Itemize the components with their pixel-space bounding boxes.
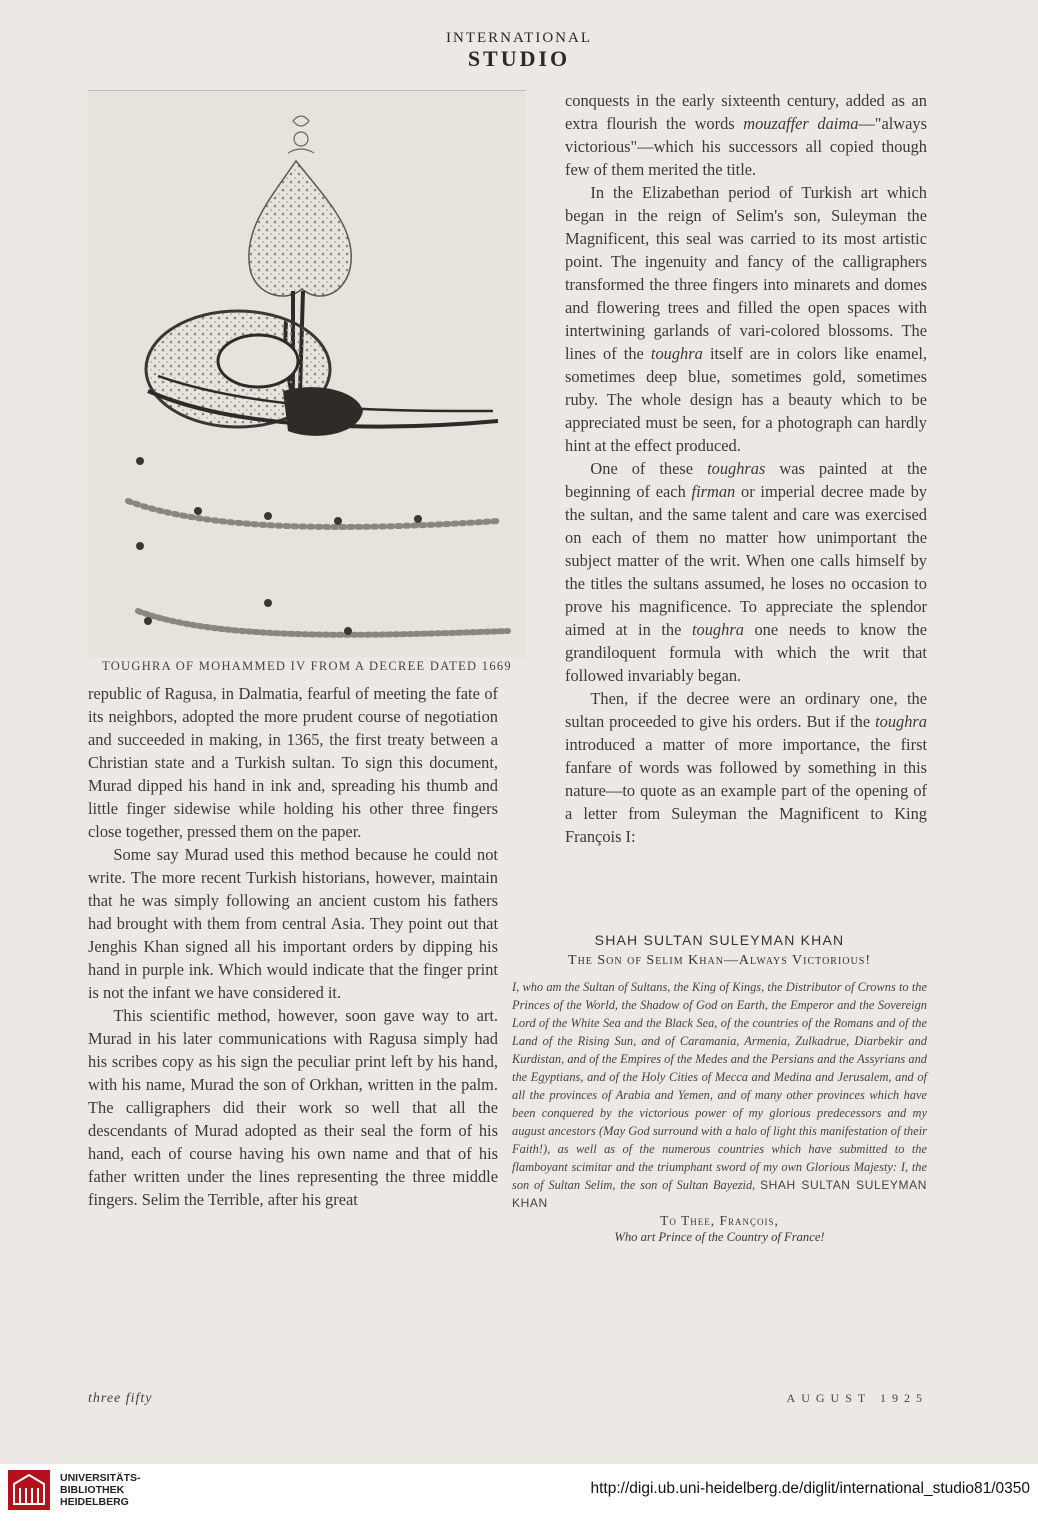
- page-number: three fifty: [88, 1391, 153, 1406]
- decree-body: I, who am the Sultan of Sultans, the King of Kings, the Distributor of Crowns to the Princes of the World, the Shadow of God on Earth, the Emperor and the Sovereign Lord of the White Sea and the Black Sea, of the countries of the Romans and of the Land of the Rising Sun, and of Caramania, Armenia, Zulkadrue, Diarbekir and Kurdistan, and of the Empires of the Medes and the Persians and the Assyrians and the Egyptians, and of the Holy Cities of Mecca and Medina and Jerusalem, and of all the provinces of Arabia and Yemen, and of many other provinces which have been conquered by the victorious power of my glorious predecessors and my august ancestors (May God surround with a halo of light this manifestation of their Faith!), as well as of the numerous countries which have submitted to the flamboyant scimitar and the triumphant sword of my own Glorious Majesty: I, the son of Sultan Selim, the son of Sultan Bayezid, SHAH SULTAN SULEYMAN KHAN: [512, 980, 927, 1210]
- calligraphy-block: [283, 387, 363, 436]
- left-paragraph-3: This scientific method, however, soon gave way to art. Murad in his later communications with Ragusa simply had his scribes copy as his sign the peculiar print left by his hand, with his name, Murad the son of Orkhan, written in the palm. The calligraphers did their work so well that all the descendants of Murad adopted as their seal the form of his hand, each of course having his own name and that of his father written under the lines representing the three middle fingers. Selim the Terrible, after his great: [88, 1006, 498, 1209]
- figure-caption: TOUGHRA OF MOHAMMED IV FROM A DECREE DATED 1669: [102, 659, 512, 673]
- library-line-1: UNIVERSITÄTS-: [60, 1472, 141, 1484]
- issue-date: AUGUST 1925: [786, 1391, 928, 1405]
- decree-addressee: To Thee, François,: [660, 1213, 779, 1228]
- spade-leaf: [249, 161, 351, 296]
- decree-script-lines: [128, 501, 508, 635]
- decree-closing: Who art Prince of the Country of France!: [614, 1230, 825, 1244]
- decree-signature: SHAH SULTAN SULEYMAN KHAN: [512, 1178, 927, 1210]
- library-logo-icon: [8, 1470, 50, 1510]
- masthead-studio: STUDIO: [467, 46, 571, 71]
- decree-quote: [512, 932, 927, 1245]
- left-paragraph-2: Some say Murad used this method because he could not write. The more recent Turkish historians, however, maintain that he was simply following an ancient custom his fathers had brought with them from central Asia. They point out that Jenghis Khan signed all his important orders by dipping his hand in purple ink. Which would indicate that the finger print is not the infant we have considered it.: [88, 845, 498, 1002]
- right-paragraph-4: Then, if the decree were an ordinary one, the sultan proceeded to give his orders. But if the toughra introduced a matter of more importance, the first fanfare of words was followed by something in this nature—to quote as an example part of the opening of a letter from Suleyman the Magnificent to King François I:: [565, 689, 927, 846]
- decree-subtitle: The Son of Selim Khan—Always Victorious!: [568, 953, 871, 968]
- toughra-drawing: [88, 91, 526, 657]
- library-branding: [8, 1470, 141, 1510]
- library-line-2: BIBLIOTHEK: [60, 1484, 125, 1496]
- decree-title: SHAH SULTAN SULEYMAN KHAN: [594, 932, 845, 948]
- toughra-illustration: [88, 90, 526, 657]
- masthead-international: INTERNATIONAL: [446, 30, 592, 46]
- source-url-link[interactable]: http://digi.ub.uni-heidelberg.de/diglit/international_studio81/0350: [590, 1480, 1030, 1497]
- right-paragraph-2: In the Elizabethan period of Turkish art which began in the reign of Selim's son, Suleyman the Magnificent, this seal was carried to its most artistic point. The ingenuity and fancy of the calligraphers transformed the three fingers into minarets and domes and flowering trees and filled the open spaces with intertwining garlands of vari-colored blossoms. The lines of the toughra itself are in colors like enamel, sometimes deep blue, sometimes gold, sometimes ruby. The whole design has a beauty which to be appreciated must be seen, for a photograph can hardly hint at the effect produced.: [565, 183, 927, 455]
- left-paragraph-1: republic of Ragusa, in Dalmatia, fearful of meeting the fate of its neighbors, adopted the more prudent course of negotiation and succeeded in making, in 1365, the first treaty between a Christian state and a Turkish sultan. To sign this document, Murad dipped his hand in ink and, spreading his thumb and little finger sidewise while holding his other three fingers close together, pressed them on the paper.: [88, 684, 498, 841]
- right-paragraph-3: One of these toughras was painted at the beginning of each firman or imperial decree made by the sultan, and the same talent and care was exercised on each of them no matter how unimportant the subject matter of the writ. When one calls himself by the titles the sultans assumed, he loses no occasion to prove his magnificence. To appreciate the splendor aimed at in the toughra one needs to know the grandiloquent formula with which the writ that followed invariably began.: [565, 459, 927, 685]
- top-ornament: [288, 116, 314, 153]
- right-paragraph-1: conquests in the early sixteenth century, added as an extra flourish the words mouzaffer daima—"always victorious"—which his successors all copied though few of them merited the title.: [565, 91, 927, 179]
- inner-loop: [218, 335, 298, 387]
- library-line-3: HEIDELBERG: [60, 1496, 129, 1508]
- left-column: [88, 682, 498, 1211]
- right-column-top: [565, 89, 927, 848]
